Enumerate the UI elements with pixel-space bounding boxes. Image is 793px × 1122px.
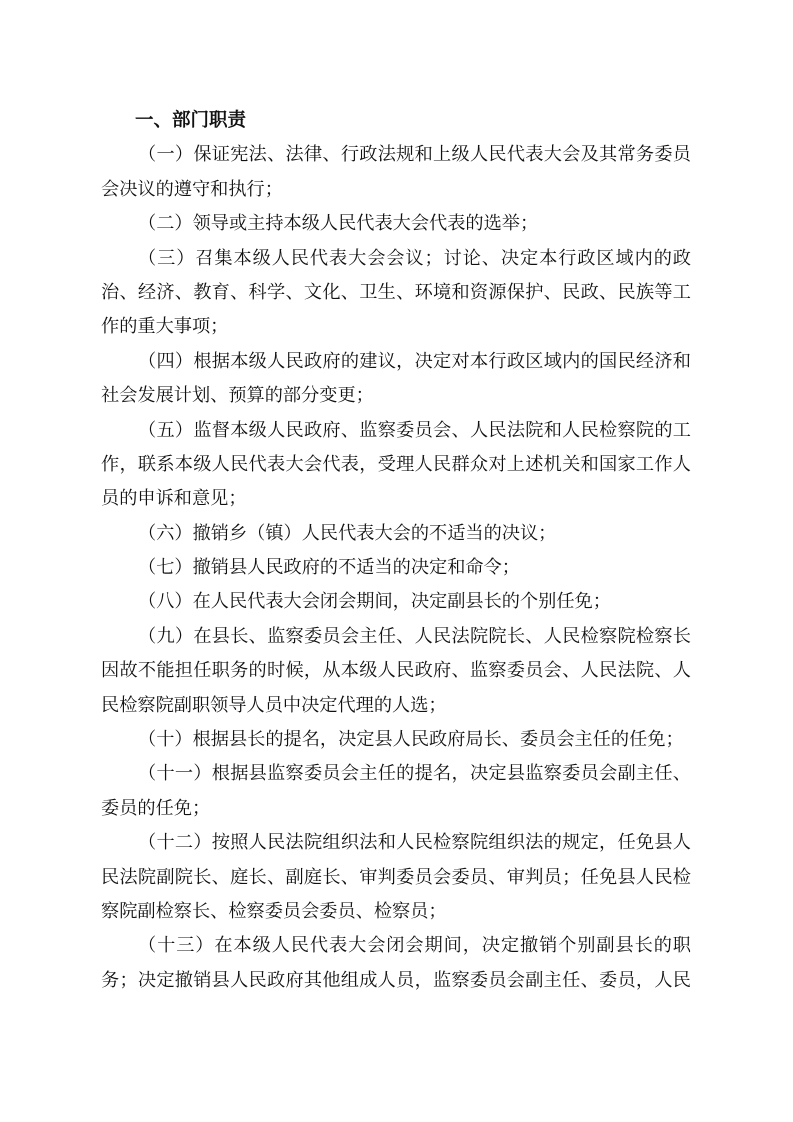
paragraph-line: 会决议的遵守和执行； <box>101 178 283 200</box>
paragraph <box>101 620 691 723</box>
document-body <box>101 138 691 998</box>
paragraph-line: （九）在县长、监察委员会主任、人民法院院长、人民检察院检察长 <box>138 625 691 647</box>
document-page <box>101 104 691 998</box>
paragraph-line: （十二）按照人民法院组织法和人民检察院组织法的规定，任免县人 <box>138 832 691 854</box>
paragraph-line: （十三）在本级人民代表大会闭会期间，决定撤销个别副县长的职 <box>138 935 691 957</box>
paragraph-line: 作，联系本级人民代表大会代表，受理人民群众对上述机关和国家工作人 <box>101 453 691 475</box>
paragraph-line: （六）撤销乡（镇）人民代表大会的不适当的决议； <box>138 522 557 544</box>
paragraph-line: 治、经济、教育、科学、文化、卫生、环境和资源保护、民政、民族等工 <box>101 281 691 303</box>
paragraph-line: （十一）根据县监察委员会主任的提名，决定县监察委员会副主任、 <box>138 763 691 785</box>
paragraph <box>101 207 691 241</box>
paragraph-line: 务；决定撤销县人民政府其他组成人员，监察委员会副主任、委员，人民 <box>101 969 691 991</box>
paragraph-line: （七）撤销县人民政府的不适当的决定和命令； <box>138 557 520 579</box>
paragraph <box>101 826 691 929</box>
paragraph-line: （十）根据县长的提名，决定县人民政府局长、委员会主任的任免； <box>138 729 684 751</box>
paragraph <box>101 517 691 551</box>
paragraph-line: 社会发展计划、预算的部分变更； <box>101 385 374 407</box>
paragraph <box>101 551 691 585</box>
paragraph-line: 因故不能担任职务的时候，从本级人民政府、监察委员会、人民法院、人 <box>101 660 691 682</box>
paragraph <box>101 929 691 998</box>
section-heading: 一、部门职责 <box>135 110 247 131</box>
paragraph <box>101 585 691 619</box>
paragraph-line: 民法院副院长、庭长、副庭长、审判委员会委员、审判员；任免县人民检 <box>101 866 691 888</box>
paragraph <box>101 414 691 517</box>
paragraph <box>101 345 691 414</box>
paragraph-line: （五）监督本级人民政府、监察委员会、人民法院和人民检察院的工 <box>138 419 691 441</box>
paragraph-line: 作的重大事项； <box>101 316 229 338</box>
paragraph <box>101 138 691 207</box>
paragraph <box>101 723 691 757</box>
paragraph-line: （四）根据本级人民政府的建议，决定对本行政区域内的国民经济和 <box>138 350 691 372</box>
paragraph-line: （一）保证宪法、法律、行政法规和上级人民代表大会及其常务委员 <box>138 144 691 166</box>
paragraph-line: （三）召集本级人民代表大会会议；讨论、决定本行政区域内的政 <box>138 247 691 269</box>
paragraph-line: 察院副检察长、检察委员会委员、检察员； <box>101 900 447 922</box>
paragraph-line: 委员的任免； <box>101 797 211 819</box>
paragraph-line: 员的申诉和意见； <box>101 488 247 510</box>
paragraph-line: （二）领导或主持本级人民代表大会代表的选举； <box>138 213 539 235</box>
paragraph <box>101 757 691 826</box>
paragraph <box>101 242 691 345</box>
paragraph-line: （八）在人民代表大会闭会期间，决定副县长的个别任免； <box>138 591 611 613</box>
paragraph-line: 民检察院副职领导人员中决定代理的人选； <box>101 694 447 716</box>
